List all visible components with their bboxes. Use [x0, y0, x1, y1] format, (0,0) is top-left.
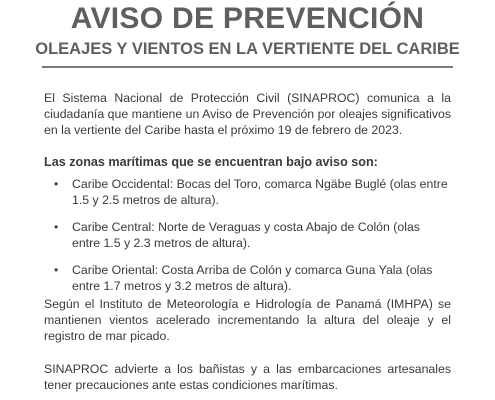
bullet-icon: •: [54, 177, 59, 191]
notice-title: AVISO DE PREVENCIÓN: [70, 2, 425, 35]
imhpa-paragraph: Según el Instituto de Meteorología e Hidrología de Panamá (IMHPA) se mantienen vientos acelerado incrementando la altura del oleaje y el registro de mar picado.: [44, 297, 451, 343]
notice-subtitle: OLEAJES Y VIENTOS EN LA VERTIENTE DEL CARIBE: [35, 40, 460, 58]
advisory-paragraph: SINAPROC advierte a los bañistas y a las embarcaciones artesanales tener precauciones ante estas condiciones marítimas.: [44, 362, 451, 392]
title-divider: [42, 66, 453, 68]
intro-paragraph: El Sistema Nacional de Protección Civil (SINAPROC) comunica a la ciudadanía que mantiene un Aviso de Prevención por oleajes significativos en la vertiente del Caribe hasta el próximo 19 de febrero de 2023.: [44, 91, 451, 137]
zone-text: Caribe Occidental: Bocas del Toro, comarca Ngäbe Buglé (olas entre 1.5 y 2.5 metros de altura).: [72, 177, 448, 207]
zones-heading: Las zonas marítimas que se encuentran bajo aviso son:: [44, 155, 378, 169]
bullet-icon: •: [54, 220, 59, 234]
bullet-icon: •: [54, 263, 59, 277]
zone-item: [44, 219, 451, 251]
zone-text: Caribe Oriental: Costa Arriba de Colón y comarca Guna Yala (olas entre 1.7 metros y 3.2 metros de altura).: [72, 263, 433, 293]
zone-item: [44, 262, 451, 294]
zone-item: [44, 176, 451, 208]
zones-list: [44, 176, 451, 305]
zone-text: Caribe Central: Norte de Veraguas y costa Abajo de Colón (olas entre 1.5 y 2.3 metros de altura).: [72, 220, 420, 250]
